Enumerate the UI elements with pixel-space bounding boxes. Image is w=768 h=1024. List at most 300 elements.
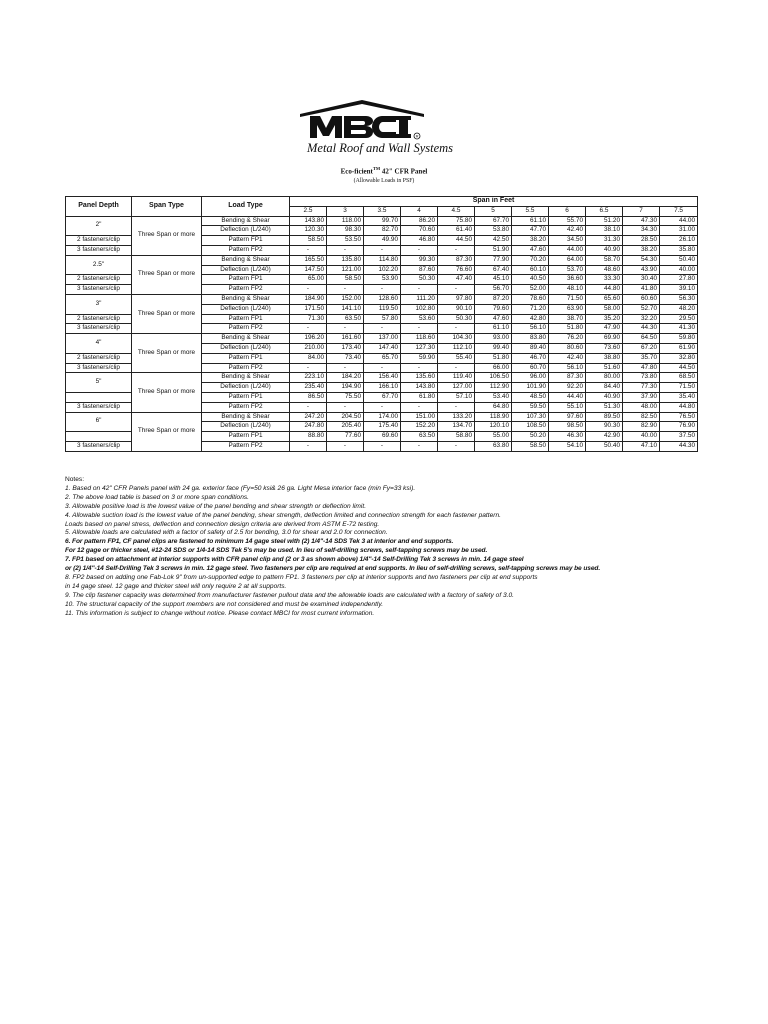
load-value-cell: 58.70 <box>586 255 623 265</box>
mbci-roof-logo-mark <box>300 98 470 142</box>
load-value-cell: 61.80 <box>401 392 438 402</box>
load-value-cell: 56.70 <box>475 285 512 295</box>
load-value-cell: 97.80 <box>438 294 475 304</box>
load-value-cell: 58.50 <box>512 441 549 451</box>
load-value-cell: 44.30 <box>623 324 660 334</box>
load-value-cell: 44.00 <box>549 245 586 255</box>
load-value-cell: 43.90 <box>623 265 660 275</box>
load-value-cell: 82.90 <box>623 422 660 432</box>
load-value-cell: - <box>290 324 327 334</box>
load-value-cell: 58.50 <box>290 236 327 246</box>
load-value-cell: 61.40 <box>438 226 475 236</box>
load-value-cell: 35.80 <box>660 245 698 255</box>
load-value-cell: 156.40 <box>364 373 401 383</box>
note-line: 8. FP2 based on adding one Fab-Lok 9" from un-supported edge to pattern FP1. 3 fasteners per clip at interior supports and two fasteners per clip at end supports <box>65 573 538 581</box>
note-line: 9. The clip fastener capacity was determined from manufacturer fastener pullout data and the allowable loads are calculated with a factory of safety of 3.0. <box>65 591 514 599</box>
load-value-cell: 50.20 <box>512 432 549 442</box>
load-value-cell: 102.80 <box>401 304 438 314</box>
load-value-cell: 175.40 <box>364 422 401 432</box>
load-type-cell: Deflection (L/240) <box>202 422 290 432</box>
load-value-cell: 93.00 <box>475 334 512 344</box>
load-value-cell: 174.00 <box>364 412 401 422</box>
load-value-cell: 92.20 <box>549 383 586 393</box>
panel-depth-cell: 4" <box>66 334 132 354</box>
load-value-cell: 118.90 <box>475 412 512 422</box>
load-value-cell: 46.30 <box>549 432 586 442</box>
load-value-cell: 47.80 <box>623 363 660 373</box>
load-value-cell: 44.30 <box>660 441 698 451</box>
load-value-cell: 147.50 <box>290 265 327 275</box>
load-value-cell: 47.70 <box>512 226 549 236</box>
fastener-label-cell: 3 fasteners/clip <box>66 245 132 255</box>
load-value-cell: 36.60 <box>549 275 586 285</box>
panel-depth-cell: 3" <box>66 294 132 314</box>
load-value-cell: 127.30 <box>401 343 438 353</box>
load-value-cell: 98.50 <box>549 422 586 432</box>
load-value-cell: 87.30 <box>549 373 586 383</box>
load-value-cell: 60.60 <box>623 294 660 304</box>
load-value-cell: 51.30 <box>586 402 623 412</box>
load-value-cell: 59.80 <box>660 334 698 344</box>
load-value-cell: 67.70 <box>364 392 401 402</box>
load-value-cell: - <box>327 324 364 334</box>
load-type-cell: Deflection (L/240) <box>202 226 290 236</box>
fastener-label-cell <box>66 392 132 402</box>
load-value-cell: 65.70 <box>364 353 401 363</box>
span-header-cell: 4 <box>401 206 438 216</box>
table-row <box>66 334 698 344</box>
load-value-cell: 76.50 <box>660 412 698 422</box>
load-value-cell: 77.30 <box>623 383 660 393</box>
load-value-cell: 41.80 <box>623 285 660 295</box>
table-row <box>66 294 698 304</box>
load-value-cell: 51.60 <box>586 363 623 373</box>
load-value-cell: 51.80 <box>475 353 512 363</box>
fastener-label-cell: 2 fasteners/clip <box>66 275 132 285</box>
load-value-cell: 42.80 <box>512 314 549 324</box>
load-value-cell: 133.20 <box>438 412 475 422</box>
load-value-cell: 120.30 <box>290 226 327 236</box>
load-value-cell: 89.40 <box>512 343 549 353</box>
load-value-cell: 50.40 <box>660 255 698 265</box>
fastener-label-cell: 3 fasteners/clip <box>66 441 132 451</box>
load-value-cell: 89.50 <box>586 412 623 422</box>
load-value-cell: - <box>364 441 401 451</box>
load-value-cell: 53.40 <box>475 392 512 402</box>
load-value-cell: 48.50 <box>512 392 549 402</box>
load-value-cell: 184.20 <box>327 373 364 383</box>
span-type-cell: Three Span or more <box>132 373 202 412</box>
load-value-cell: 80.60 <box>549 343 586 353</box>
load-value-cell: 53.70 <box>549 265 586 275</box>
load-value-cell: 76.20 <box>549 334 586 344</box>
load-type-cell: Pattern FP2 <box>202 285 290 295</box>
load-type-cell: Bending & Shear <box>202 373 290 383</box>
load-value-cell: 119.40 <box>438 373 475 383</box>
load-value-cell: 127.00 <box>438 383 475 393</box>
fastener-label-cell: 2 fasteners/clip <box>66 314 132 324</box>
load-value-cell: 152.20 <box>401 422 438 432</box>
panel-depth-cell: 2" <box>66 216 132 236</box>
load-value-cell: 42.40 <box>549 226 586 236</box>
load-value-cell: 46.70 <box>512 353 549 363</box>
load-value-cell: 77.90 <box>475 255 512 265</box>
load-value-cell: 34.50 <box>549 236 586 246</box>
load-value-cell: 88.80 <box>290 432 327 442</box>
load-value-cell: 38.20 <box>512 236 549 246</box>
load-value-cell: 42.50 <box>475 236 512 246</box>
load-value-cell: 196.20 <box>290 334 327 344</box>
load-value-cell: 173.40 <box>327 343 364 353</box>
load-value-cell: 47.90 <box>586 324 623 334</box>
load-value-cell: 47.40 <box>438 275 475 285</box>
load-type-cell: Pattern FP1 <box>202 432 290 442</box>
load-value-cell: 60.70 <box>512 363 549 373</box>
load-value-cell: 37.50 <box>660 432 698 442</box>
load-value-cell: 67.40 <box>475 265 512 275</box>
load-value-cell: 111.20 <box>401 294 438 304</box>
load-value-cell: - <box>401 363 438 373</box>
load-value-cell: 61.90 <box>660 343 698 353</box>
load-value-cell: 112.90 <box>475 383 512 393</box>
load-type-cell: Pattern FP1 <box>202 314 290 324</box>
load-value-cell: 51.80 <box>549 324 586 334</box>
note-line: 11. This information is subject to change without notice. Please contact MBCI for most current information. <box>65 609 375 617</box>
load-type-cell: Pattern FP1 <box>202 275 290 285</box>
load-value-cell: 44.80 <box>660 402 698 412</box>
load-value-cell: 147.40 <box>364 343 401 353</box>
load-value-cell: 50.40 <box>586 441 623 451</box>
load-value-cell: 58.80 <box>438 432 475 442</box>
load-value-cell: - <box>438 285 475 295</box>
load-value-cell: 79.60 <box>475 304 512 314</box>
load-value-cell: 31.00 <box>660 226 698 236</box>
load-value-cell: 54.30 <box>623 255 660 265</box>
load-value-cell: 40.90 <box>586 392 623 402</box>
load-value-cell: 171.50 <box>290 304 327 314</box>
load-value-cell: 112.10 <box>438 343 475 353</box>
note-line: 6. For pattern FP1, CF panel clips are fastened to minimum 14 gage steel with (2) 1/4"-14 SDS Tek 3 at interior and end supports. <box>65 538 454 546</box>
span-header-cell: 7.5 <box>660 206 698 216</box>
load-value-cell: 61.10 <box>475 324 512 334</box>
load-value-cell: 87.60 <box>401 265 438 275</box>
load-value-cell: 39.10 <box>660 285 698 295</box>
load-value-cell: 90.30 <box>586 422 623 432</box>
load-value-cell: 41.30 <box>660 324 698 334</box>
load-value-cell: 53.60 <box>401 314 438 324</box>
load-value-cell: - <box>290 402 327 412</box>
span-type-cell: Three Span or more <box>132 334 202 373</box>
table-row <box>66 412 698 422</box>
load-value-cell: 35.20 <box>586 314 623 324</box>
load-value-cell: 120.10 <box>475 422 512 432</box>
load-value-cell: 108.50 <box>512 422 549 432</box>
load-value-cell: - <box>327 245 364 255</box>
load-value-cell: 38.20 <box>623 245 660 255</box>
load-value-cell: 101.90 <box>512 383 549 393</box>
header-load-type: Load Type <box>202 197 290 217</box>
note-line: 4. Allowable suction load is the lowest value of the panel bending, shear strength, deflection limited and connection strength for each fastener pattern. <box>65 511 501 519</box>
load-value-cell: 70.60 <box>401 226 438 236</box>
note-line: For 12 gage or thicker steel, #12-24 SDS or 1/4-14 SDS Tek 5's may be used. In lieu of self-drilling screws, self-tapping screws may be used. <box>65 547 488 555</box>
load-value-cell: 51.20 <box>586 216 623 226</box>
span-header-cell: 3.5 <box>364 206 401 216</box>
fastener-label-cell: 3 fasteners/clip <box>66 363 132 373</box>
load-value-cell: 48.10 <box>549 285 586 295</box>
load-value-cell: 59.90 <box>401 353 438 363</box>
notes-list <box>65 485 705 619</box>
load-value-cell: 64.80 <box>475 402 512 412</box>
load-value-cell: 71.50 <box>660 383 698 393</box>
load-value-cell: 114.80 <box>364 255 401 265</box>
table-row <box>66 216 698 226</box>
notes-heading: Notes: <box>65 476 85 483</box>
load-value-cell: 55.10 <box>549 402 586 412</box>
load-value-cell: - <box>401 441 438 451</box>
load-value-cell: 205.40 <box>327 422 364 432</box>
load-value-cell: 67.70 <box>475 216 512 226</box>
load-value-cell: - <box>327 441 364 451</box>
load-value-cell: 235.40 <box>290 383 327 393</box>
panel-depth-cell: 2.5" <box>66 255 132 275</box>
load-type-cell: Pattern FP2 <box>202 402 290 412</box>
document-title: Eco-ficient™ 42" CFR Panel <box>340 166 428 176</box>
load-type-cell: Deflection (L/240) <box>202 343 290 353</box>
span-type-cell: Three Span or more <box>132 255 202 294</box>
load-type-cell: Pattern FP1 <box>202 353 290 363</box>
load-type-cell: Pattern FP2 <box>202 245 290 255</box>
load-value-cell: 82.70 <box>364 226 401 236</box>
span-header-cell: 5 <box>475 206 512 216</box>
load-value-cell: 71.20 <box>512 304 549 314</box>
load-value-cell: 47.60 <box>512 245 549 255</box>
load-value-cell: 38.10 <box>586 226 623 236</box>
load-value-cell: 128.60 <box>364 294 401 304</box>
span-header-cell: 6.5 <box>586 206 623 216</box>
note-line: 5. Allowable loads are calculated with a factor of safety of 2.5 for bending, 3.0 for shear and 2.0 for connection. <box>65 529 388 537</box>
note-line: in 14 gage steel. 12 gage and thicker steel will only require 2 at all supports. <box>65 582 287 590</box>
load-value-cell: 47.60 <box>475 314 512 324</box>
load-value-cell: 48.60 <box>586 265 623 275</box>
load-value-cell: 87.30 <box>438 255 475 265</box>
load-value-cell: 83.80 <box>512 334 549 344</box>
notes-section <box>65 476 705 619</box>
load-value-cell: - <box>364 245 401 255</box>
load-value-cell: - <box>438 402 475 412</box>
load-value-cell: 137.00 <box>364 334 401 344</box>
load-value-cell: 40.00 <box>623 432 660 442</box>
load-value-cell: 194.90 <box>327 383 364 393</box>
load-value-cell: 68.50 <box>660 373 698 383</box>
load-value-cell: - <box>364 285 401 295</box>
load-value-cell: 52.00 <box>512 285 549 295</box>
span-header-cell: 4.5 <box>438 206 475 216</box>
fastener-label-cell: 2 fasteners/clip <box>66 236 132 246</box>
load-value-cell: 38.70 <box>549 314 586 324</box>
load-value-cell: 61.10 <box>512 216 549 226</box>
span-header-cell: 5.5 <box>512 206 549 216</box>
load-value-cell: 44.50 <box>660 363 698 373</box>
load-value-cell: 210.00 <box>290 343 327 353</box>
load-value-cell: 106.50 <box>475 373 512 383</box>
load-value-cell: 53.50 <box>327 236 364 246</box>
load-value-cell: 28.50 <box>623 236 660 246</box>
svg-text:R: R <box>415 133 419 139</box>
load-value-cell: 42.90 <box>586 432 623 442</box>
load-value-cell: 107.30 <box>512 412 549 422</box>
load-value-cell: 63.80 <box>475 441 512 451</box>
load-value-cell: 84.00 <box>290 353 327 363</box>
load-value-cell: 152.00 <box>327 294 364 304</box>
load-value-cell: - <box>401 285 438 295</box>
load-value-cell: 118.00 <box>327 216 364 226</box>
load-type-cell: Bending & Shear <box>202 255 290 265</box>
load-value-cell: 57.10 <box>438 392 475 402</box>
load-value-cell: 33.30 <box>586 275 623 285</box>
load-value-cell: 44.00 <box>660 216 698 226</box>
load-value-cell: 69.60 <box>364 432 401 442</box>
load-value-cell: 76.90 <box>660 422 698 432</box>
load-value-cell: 166.10 <box>364 383 401 393</box>
load-value-cell: 65.00 <box>290 275 327 285</box>
load-value-cell: 38.80 <box>586 353 623 363</box>
load-value-cell: 96.00 <box>512 373 549 383</box>
load-value-cell: 40.90 <box>586 245 623 255</box>
load-value-cell: 75.50 <box>327 392 364 402</box>
load-value-cell: 75.80 <box>438 216 475 226</box>
load-value-cell: 26.10 <box>660 236 698 246</box>
load-value-cell: 71.30 <box>290 314 327 324</box>
table-body <box>66 216 698 451</box>
fastener-label-cell <box>66 432 132 442</box>
note-line: 10. The structural capacity of the support members are not considered and must be examined independently. <box>65 600 384 608</box>
load-value-cell: 47.30 <box>623 216 660 226</box>
load-value-cell: 27.80 <box>660 275 698 285</box>
load-value-cell: - <box>364 402 401 412</box>
load-value-cell: 76.60 <box>438 265 475 275</box>
load-value-cell: 31.30 <box>586 236 623 246</box>
load-value-cell: 64.50 <box>623 334 660 344</box>
load-value-cell: - <box>327 402 364 412</box>
load-value-cell: 63.50 <box>401 432 438 442</box>
load-value-cell: 50.30 <box>438 314 475 324</box>
load-value-cell: 60.10 <box>512 265 549 275</box>
mbci-logo <box>300 98 468 160</box>
load-value-cell: 204.50 <box>327 412 364 422</box>
load-value-cell: 56.30 <box>660 294 698 304</box>
load-value-cell: - <box>438 363 475 373</box>
load-value-cell: 44.50 <box>438 236 475 246</box>
load-value-cell: 143.80 <box>290 216 327 226</box>
load-value-cell: 65.60 <box>586 294 623 304</box>
load-value-cell: 151.00 <box>401 412 438 422</box>
fastener-label-cell: 3 fasteners/clip <box>66 402 132 412</box>
load-value-cell: 119.50 <box>364 304 401 314</box>
load-value-cell: 55.70 <box>549 216 586 226</box>
load-value-cell: 247.20 <box>290 412 327 422</box>
load-value-cell: 66.00 <box>475 363 512 373</box>
load-value-cell: 73.60 <box>586 343 623 353</box>
load-value-cell: 48.20 <box>660 304 698 314</box>
note-line: 3. Allowable positive load is the lowest value of the panel bending and shear strength or deflection limit. <box>65 502 367 510</box>
load-type-cell: Pattern FP1 <box>202 236 290 246</box>
fastener-label-cell: 3 fasteners/clip <box>66 324 132 334</box>
load-value-cell: 56.10 <box>549 363 586 373</box>
load-value-cell: 58.50 <box>327 275 364 285</box>
load-value-cell: 44.80 <box>586 285 623 295</box>
load-value-cell: 44.40 <box>549 392 586 402</box>
load-value-cell: 84.40 <box>586 383 623 393</box>
load-value-cell: 29.50 <box>660 314 698 324</box>
load-value-cell: 40.50 <box>512 275 549 285</box>
load-type-cell: Pattern FP2 <box>202 441 290 451</box>
load-value-cell: 73.80 <box>623 373 660 383</box>
load-value-cell: 46.80 <box>401 236 438 246</box>
load-value-cell: 86.20 <box>401 216 438 226</box>
load-value-cell: 141.10 <box>327 304 364 314</box>
allowable-loads-table <box>65 196 698 452</box>
load-value-cell: 223.10 <box>290 373 327 383</box>
load-type-cell: Deflection (L/240) <box>202 383 290 393</box>
load-value-cell: 63.50 <box>327 314 364 324</box>
load-value-cell: - <box>401 324 438 334</box>
load-value-cell: 82.50 <box>623 412 660 422</box>
load-value-cell: 71.50 <box>549 294 586 304</box>
load-value-cell: 54.10 <box>549 441 586 451</box>
load-value-cell: 67.20 <box>623 343 660 353</box>
load-type-cell: Bending & Shear <box>202 294 290 304</box>
load-type-cell: Bending & Shear <box>202 334 290 344</box>
load-value-cell: 47.10 <box>623 441 660 451</box>
load-value-cell: - <box>364 324 401 334</box>
load-value-cell: - <box>327 285 364 295</box>
load-type-cell: Pattern FP2 <box>202 324 290 334</box>
load-value-cell: - <box>438 441 475 451</box>
load-value-cell: 48.00 <box>623 402 660 412</box>
load-value-cell: 55.40 <box>438 353 475 363</box>
load-value-cell: 58.00 <box>586 304 623 314</box>
load-value-cell: - <box>401 402 438 412</box>
load-value-cell: 63.90 <box>549 304 586 314</box>
load-value-cell: 45.10 <box>475 275 512 285</box>
table-header-row <box>66 197 698 207</box>
span-header-cell: 2.5 <box>290 206 327 216</box>
load-value-cell: 99.40 <box>475 343 512 353</box>
load-value-cell: 35.70 <box>623 353 660 363</box>
load-value-cell: 35.40 <box>660 392 698 402</box>
span-type-cell: Three Span or more <box>132 412 202 451</box>
load-value-cell: 37.90 <box>623 392 660 402</box>
load-value-cell: 247.80 <box>290 422 327 432</box>
load-value-cell: 134.70 <box>438 422 475 432</box>
load-value-cell: 53.90 <box>364 275 401 285</box>
load-type-cell: Deflection (L/240) <box>202 265 290 275</box>
load-value-cell: 121.00 <box>327 265 364 275</box>
load-value-cell: - <box>290 285 327 295</box>
note-line: 7. FP1 based on attachment at interior supports with CFR panel clip and (2 or 3 as shown above) 1/4"-14 Self-Drilling Tek 3 screws in min. 14 gage steel <box>65 556 524 564</box>
load-value-cell: 80.00 <box>586 373 623 383</box>
load-value-cell: 184.90 <box>290 294 327 304</box>
load-type-cell: Pattern FP2 <box>202 363 290 373</box>
load-value-cell: 53.80 <box>475 226 512 236</box>
load-value-cell: 73.40 <box>327 353 364 363</box>
load-value-cell: 64.00 <box>549 255 586 265</box>
load-value-cell: 56.10 <box>512 324 549 334</box>
load-value-cell: - <box>364 363 401 373</box>
load-value-cell: 143.80 <box>401 383 438 393</box>
note-line: 1. Based on 42" CFR Panels panel with 24 ga. exterior face (Fy=50 ksi& 26 ga. Light Mesa interior face (min Fy=33 ksi). <box>65 484 416 492</box>
fastener-label-cell: 2 fasteners/clip <box>66 353 132 363</box>
